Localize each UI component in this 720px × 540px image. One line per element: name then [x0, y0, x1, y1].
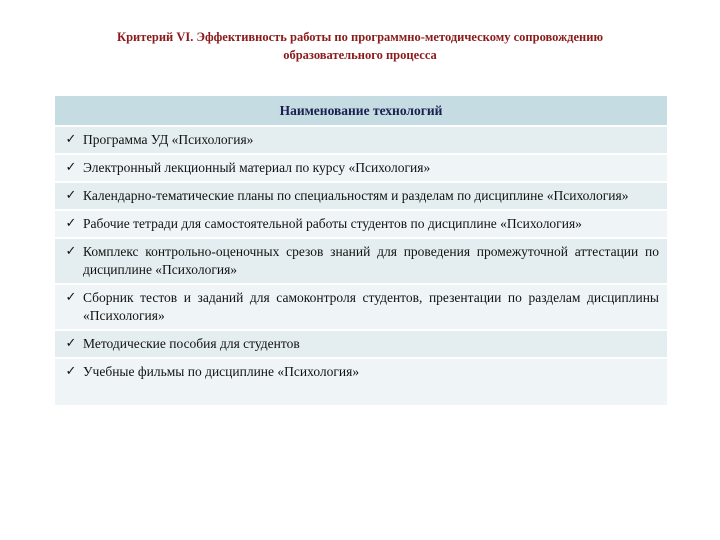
title-line-2: образовательного процесса — [283, 48, 437, 62]
row-text: Комплекс контрольно-оценочных срезов знаний для проведения промежуточной аттестации по дисциплине «Психология» — [83, 244, 659, 277]
table-row — [55, 154, 667, 182]
title-line-1: Критерий VI. Эффективность работы по программно-методическому сопровождению — [117, 30, 603, 44]
table-header-row — [55, 96, 667, 126]
checkmark-icon: ✓ — [65, 188, 77, 203]
table-row — [55, 330, 667, 358]
row-text: Электронный лекционный материал по курсу «Психология» — [83, 160, 431, 175]
technologies-table — [55, 96, 667, 407]
row-text: Учебные фильмы по дисциплине «Психология» — [83, 364, 360, 379]
checkmark-icon: ✓ — [65, 216, 77, 231]
row-text: Сборник тестов и заданий для самоконтроля студентов, презентации по разделам дисциплины «Психология» — [83, 290, 659, 323]
checkmark-icon: ✓ — [65, 160, 77, 175]
table-row — [55, 238, 667, 284]
table-row — [55, 126, 667, 154]
table-row — [55, 284, 667, 330]
checkmark-icon: ✓ — [65, 132, 77, 147]
row-text: Календарно-тематические планы по специальностям и разделам по дисциплине «Психология» — [83, 188, 629, 203]
page-title — [60, 28, 660, 64]
checkmark-icon: ✓ — [65, 290, 77, 305]
checkmark-icon: ✓ — [65, 244, 77, 259]
row-text: Программа УД «Психология» — [83, 132, 254, 147]
checkmark-icon: ✓ — [65, 364, 77, 379]
table-header: Наименование технологий — [55, 96, 667, 126]
table-row — [55, 210, 667, 238]
row-text: Методические пособия для студентов — [83, 336, 300, 351]
row-text: Рабочие тетради для самостоятельной работы студентов по дисциплине «Психология» — [83, 216, 582, 231]
checkmark-icon: ✓ — [65, 336, 77, 351]
table-row — [55, 182, 667, 210]
table-row — [55, 358, 667, 406]
